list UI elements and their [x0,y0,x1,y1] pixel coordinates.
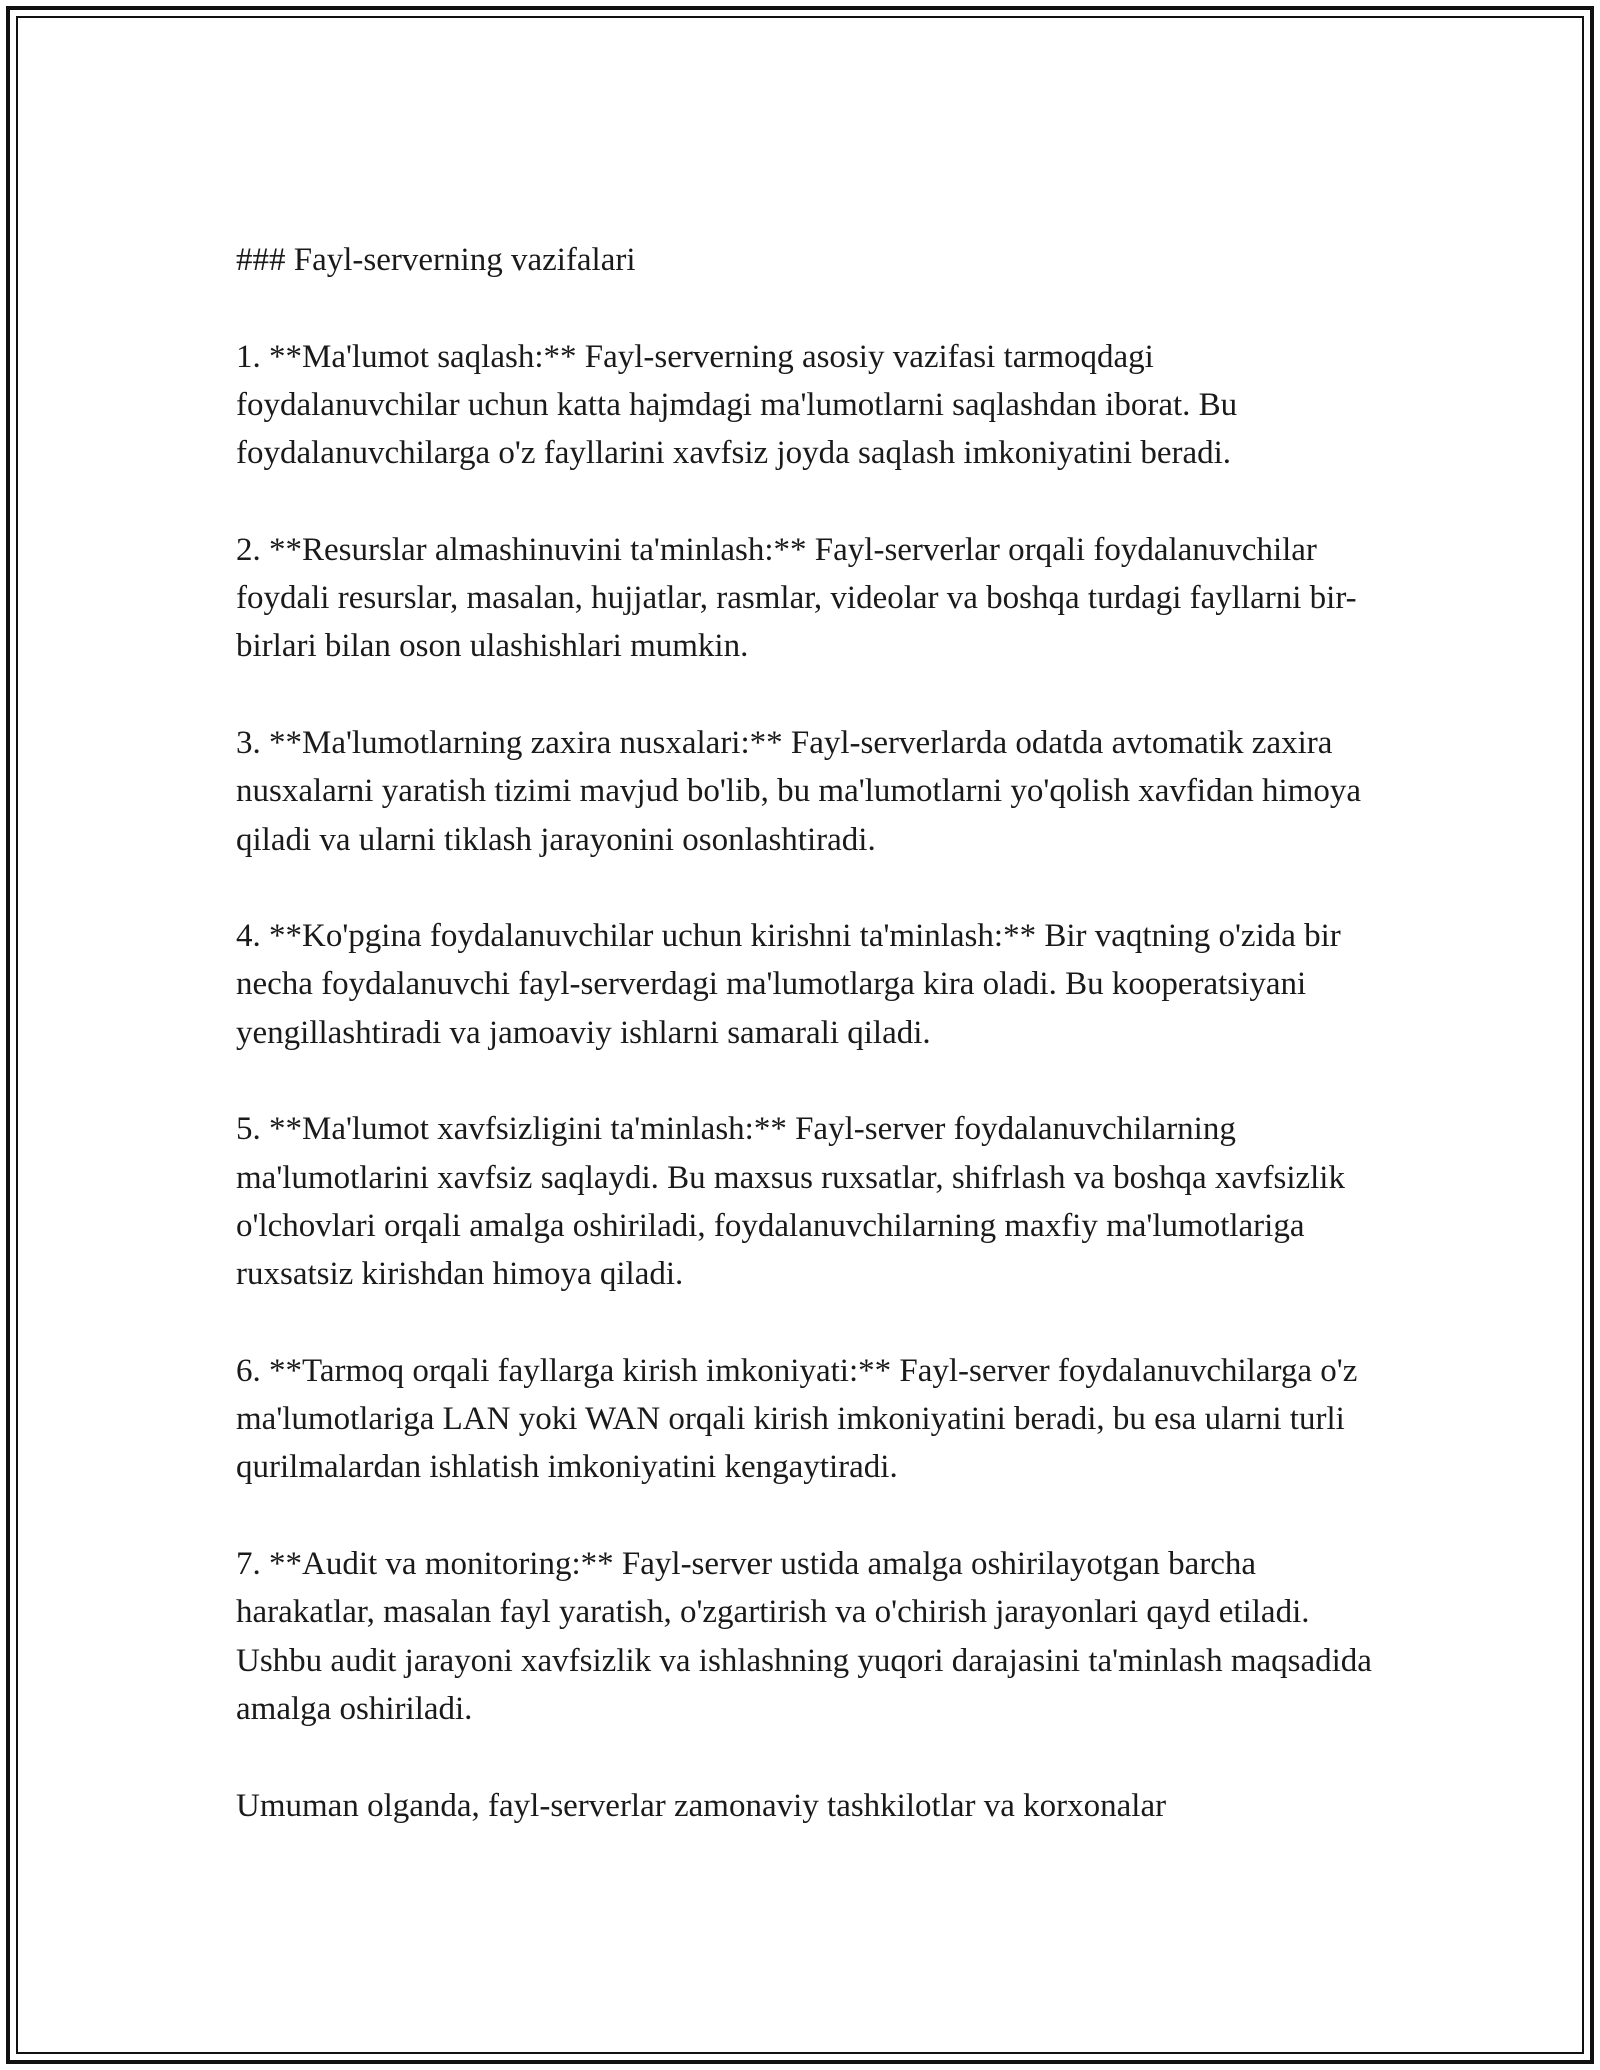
paragraph-7: 7. **Audit va monitoring:** Fayl-server ustida amalga oshirilayotgan barcha harakatlar, masalan fayl yaratish, o'zgartirish va o'chirish jarayonlari qayd etiladi. Ushbu audit jarayoni xavfsizlik va ishlashning yuqori darajasini ta'minlash maqsadida amalga oshiriladi. [236,1546,1372,1727]
paragraph-4: 4. **Ko'pgina foydalanuvchilar uchun kirishni ta'minlash:** Bir vaqtning o'zida bir necha foydalanuvchi fayl-serverdagi ma'lumotlarga kira oladi. Bu kooperatsiyani yengillashtiradi va jamoaviy ishlarni samarali qiladi. [236,918,1341,1051]
paragraph-6: 6. **Tarmoq orqali fayllarga kirish imkoniyati:** Fayl-server foydalanuvchilarga o'z ma'lumotlariga LAN yoki WAN orqali kirish imkoniyatini beradi, bu esa ularni turli qurilmalardan ishlatish imkoniyatini kengaytiradi. [236,1352,1358,1486]
paragraph-1: 1. **Ma'lumot saqlash:** Fayl-serverning asosiy vazifasi tarmoqdagi foydalanuvchilar uchun katta hajmdagi ma'lumotlarni saqlashdan iborat. Bu foydalanuvchilarga o'z fayllarini xavfsiz joyda saqlash imkoniyatini beradi. [236,338,1238,472]
document-heading: ### Fayl-serverning vazifalari [236,242,636,278]
paragraph-2: 2. **Resurslar almashinuvini ta'minlash:** Fayl-serverlar orqali foydalanuvchilar foydali resurslar, masalan, hujjatlar, rasmlar, videolar va boshqa turdagi fayllarni bir-birlari bilan oson ulashishlari mumkin. [236,531,1357,665]
paragraph-3: 3. **Ma'lumotlarning zaxira nusxalari:** Fayl-serverlarda odatda avtomatik zaxira nusxalarni yaratish tizimi mavjud bo'lib, bu ma'lumotlarni yo'qolish xavfidan himoya qiladi va ularni tiklash jarayonini osonlashtiradi. [236,724,1361,858]
document-body [236,236,1376,1830]
paragraph-conclusion: Umuman olganda, fayl-serverlar zamonaviy tashkilotlar va korxonalar [236,1787,1167,1824]
paragraph-5: 5. **Ma'lumot xavfsizligini ta'minlash:** Fayl-server foydalanuvchilarning ma'lumotlarini xavfsiz saqlaydi. Bu maxsus ruxsatlar, shifrlash va boshqa xavfsizlik o'lchovlari orqali amalga oshiriladi, foydalanuvchilarning maxfiy ma'lumotlariga ruxsatsiz kirishdan himoya qiladi. [236,1111,1345,1293]
